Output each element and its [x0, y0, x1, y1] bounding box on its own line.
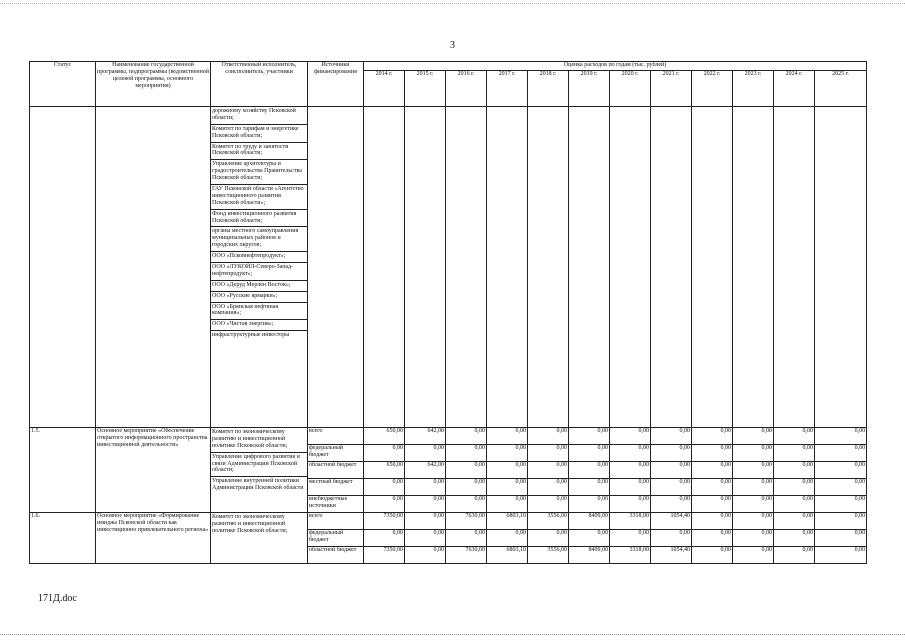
row-1-5	[30, 428, 867, 513]
amount-cell: 0,00	[569, 462, 610, 479]
amount-cell: 3318,00	[610, 513, 651, 530]
amount-cell: 0,00	[692, 428, 733, 445]
executor-item: ООО «Брянская нефтяная компания»;	[211, 303, 307, 321]
executor-item: ООО «ЛУКОЙЛ-Северо-Запад-нефтепродукт»;	[211, 263, 307, 281]
amount-cell: 0,00	[774, 547, 815, 564]
executor-item: Управление внутренней политики Администрации Псковской области	[212, 478, 304, 492]
source-row	[30, 513, 867, 530]
amount-cell: 0,00	[569, 428, 610, 445]
amount-cell: 642,00	[405, 428, 446, 445]
amount-cell: 6803,10	[487, 547, 528, 564]
executor-item: ООО «Чистая энергия»;	[211, 320, 307, 331]
amount-cell: 0,00	[364, 530, 405, 547]
executor-item: Комитет по тарифам и энергетике Псковской области;	[211, 125, 307, 143]
amount-cell: 0,00	[815, 530, 867, 547]
amount-cell: 0,00	[815, 496, 867, 513]
amount-cell: 0,00	[692, 530, 733, 547]
amount-cell: 0,00	[815, 428, 867, 445]
header-year: 2016 г.	[446, 71, 487, 107]
executor-item: ООО «Русские ярмарки»;	[211, 292, 307, 303]
amount-cell: 0,00	[774, 462, 815, 479]
amount-cell: 0,00	[733, 479, 774, 496]
executor-item: дорожному хозяйству Псковской области;	[211, 107, 307, 125]
amount-cell: 8409,00	[569, 513, 610, 530]
amount-cell: 0,00	[487, 530, 528, 547]
executor-item: Комитет по экономическому развитию и инвестиционной политике Псковской области;	[211, 428, 307, 453]
amount-cell: 0,00	[651, 479, 692, 496]
source-label: федеральный бюджет	[308, 445, 364, 462]
footer-filename: 171Д.doc	[38, 593, 77, 604]
amount-cell: 0,00	[569, 496, 610, 513]
source-label: федеральный бюджет	[308, 530, 364, 547]
amount-cell: 1054,40	[651, 513, 692, 530]
source-cell	[308, 107, 364, 428]
amount-cell: 6803,10	[487, 513, 528, 530]
row-1-6	[30, 513, 867, 564]
amount-cell: 0,00	[815, 547, 867, 564]
amount-cell: 0,00	[774, 445, 815, 462]
amount-cell: 0,00	[446, 530, 487, 547]
amount-cell: 0,00	[774, 496, 815, 513]
header-year: 2014 г.	[364, 71, 405, 107]
amount-cell: 0,00	[405, 479, 446, 496]
executor-item: Управление архитектуры и градостроительства Правительства Псковской области;	[211, 160, 307, 185]
executor-item: ГАУ Псковской области «Агентство инвестиционного развития Псковской области»;	[211, 185, 307, 210]
amount-cell: 3318,00	[610, 547, 651, 564]
name-cell: Основное мероприятие «Формирование имиджа Псковской области как инвестиционно привлекательного региона»	[96, 513, 211, 564]
amount-cell: 0,00	[733, 496, 774, 513]
amount-cell: 0,00	[733, 530, 774, 547]
amount-cell: 0,00	[405, 530, 446, 547]
amount-cell: 642,00	[405, 462, 446, 479]
amount-cell: 0,00	[569, 530, 610, 547]
header-sources: Источники финансирования	[308, 62, 364, 107]
amount-cell: 0,00	[692, 479, 733, 496]
amount-cell: 0,00	[815, 445, 867, 462]
amount-cell: 0,00	[610, 530, 651, 547]
amount-cell: 0,00	[651, 445, 692, 462]
amount-cell: 0,00	[651, 428, 692, 445]
amount-cell: 0,00	[733, 462, 774, 479]
amount-cell: 0,00	[815, 513, 867, 530]
amount-cell: 0,00	[610, 479, 651, 496]
amount-cell: 7350,00	[364, 513, 405, 530]
source-label: всего	[308, 513, 364, 530]
source-label: областной бюджет	[308, 462, 364, 479]
amount-cell: 0,00	[446, 462, 487, 479]
scan-edge-top	[0, 3, 905, 5]
header-executor: Ответственный исполнитель, соисполнитель, участники	[211, 62, 308, 107]
amount-cell: 0,00	[610, 462, 651, 479]
amount-cell: 0,00	[774, 513, 815, 530]
amount-cell: 650,00	[364, 428, 405, 445]
status-cell: 1.6.	[30, 513, 96, 564]
header-year: 2021 г.	[651, 71, 692, 107]
page-number: 3	[450, 40, 455, 51]
header-year: 2020 г.	[610, 71, 651, 107]
amount-cell: 0,00	[692, 547, 733, 564]
executor-item: Управление цифрового развития и связи Администрации Псковской области;	[211, 453, 307, 478]
table-header	[30, 62, 867, 107]
amount-cell: 0,00	[487, 428, 528, 445]
amount-cell: 0,00	[733, 547, 774, 564]
amount-cell: 0,00	[733, 513, 774, 530]
amount-cell: 7630,00	[446, 513, 487, 530]
amount-cell: 0,00	[528, 530, 569, 547]
amount-cell: 0,00	[487, 462, 528, 479]
amount-cell: 0,00	[405, 496, 446, 513]
executor-item: органы местного самоуправления муниципальных районов и городских округов;	[211, 227, 307, 252]
amount-cell: 0,00	[733, 445, 774, 462]
amount-cell: 0,00	[446, 428, 487, 445]
amount-cell: 0,00	[528, 496, 569, 513]
amount-cell: 3556,00	[528, 513, 569, 530]
amount-cell: 0,00	[733, 428, 774, 445]
amount-cell: 0,00	[774, 479, 815, 496]
amount-cell: 0,00	[610, 428, 651, 445]
amount-cell: 0,00	[692, 513, 733, 530]
amount-cell: 0,00	[405, 445, 446, 462]
amount-cell: 0,00	[446, 496, 487, 513]
source-label: внебюджетные источники	[308, 496, 364, 513]
executor-item: Комитет по экономическому развитию и инвестиционной политике Псковской области;	[212, 514, 288, 534]
header-year: 2024 г.	[774, 71, 815, 107]
amount-cell: 0,00	[405, 513, 446, 530]
executor-item: ООО «Деруд Мерлен Восток»;	[211, 281, 307, 292]
amount-cell: 3556,00	[528, 547, 569, 564]
amount-cell: 0,00	[446, 479, 487, 496]
amount-cell: 0,00	[569, 445, 610, 462]
amount-cell: 0,00	[487, 496, 528, 513]
header-year: 2018 г.	[528, 71, 569, 107]
executor-item: ООО «Псковнефтепродукт»;	[211, 252, 307, 263]
amount-cell: 0,00	[774, 530, 815, 547]
amount-cell: 0,00	[487, 479, 528, 496]
amount-cell: 0,00	[446, 445, 487, 462]
executor-item: инфраструктурные инвесторы	[212, 332, 290, 339]
amount-cell: 0,00	[364, 445, 405, 462]
amount-cell: 0,00	[651, 462, 692, 479]
header-year: 2025 г.	[815, 71, 867, 107]
scan-edge-bottom	[0, 634, 905, 636]
amount-cell: 0,00	[651, 530, 692, 547]
amount-cell: 0,00	[651, 496, 692, 513]
amount-cell: 1054,40	[651, 547, 692, 564]
amount-cell: 0,00	[364, 479, 405, 496]
amount-cell: 8409,00	[569, 547, 610, 564]
source-label: местный бюджет	[308, 479, 364, 496]
amount-cell: 0,00	[364, 496, 405, 513]
header-year: 2017 г.	[487, 71, 528, 107]
header-status: Статус	[30, 62, 96, 107]
amount-cell: 0,00	[815, 479, 867, 496]
amount-cell: 0,00	[487, 445, 528, 462]
executor-cell	[211, 513, 308, 564]
source-label: всего	[308, 428, 364, 445]
executor-cell	[211, 107, 308, 428]
amount-cell: 0,00	[528, 479, 569, 496]
status-cell	[30, 107, 96, 428]
amount-cell: 0,00	[692, 445, 733, 462]
header-year: 2019 г.	[569, 71, 610, 107]
amount-cell: 0,00	[569, 479, 610, 496]
amount-cell: 0,00	[610, 496, 651, 513]
amount-cell: 0,00	[528, 462, 569, 479]
amount-cell: 0,00	[692, 462, 733, 479]
amount-cell: 0,00	[528, 428, 569, 445]
amount-cell: 0,00	[610, 445, 651, 462]
amount-cell: 650,00	[364, 462, 405, 479]
header-year: 2023 г.	[733, 71, 774, 107]
amount-cell: 0,00	[405, 547, 446, 564]
header-cost: Оценка расходов по годам (тыс. рублей)	[364, 62, 867, 71]
amount-cell: 7630,00	[446, 547, 487, 564]
amount-cell: 7350,00	[364, 547, 405, 564]
budget-table	[29, 61, 867, 564]
header-name: Наименование государственной программы, подпрограммы (ведомственной целевой программы, основного мероприятия)	[96, 62, 211, 107]
status-cell: 1.5.	[30, 428, 96, 513]
header-year: 2022 г.	[692, 71, 733, 107]
header-year: 2015 г.	[405, 71, 446, 107]
amount-cell: 0,00	[528, 445, 569, 462]
name-cell: Основное мероприятие «Обеспечение открытого информационного пространства инвестиционной деятельности»	[96, 428, 211, 513]
amount-cell: 0,00	[815, 462, 867, 479]
continuation-row	[30, 107, 867, 428]
executor-item: Комитет по труду и занятости Псковской области;	[211, 143, 307, 161]
source-row	[30, 428, 867, 445]
amount-cell: 0,00	[774, 428, 815, 445]
executor-cell	[211, 428, 308, 513]
amount-cell: 0,00	[692, 496, 733, 513]
source-label: областной бюджет	[308, 547, 364, 564]
executor-item: Фонд инвестиционного развития Псковской области;	[211, 210, 307, 228]
name-cell	[96, 107, 211, 428]
